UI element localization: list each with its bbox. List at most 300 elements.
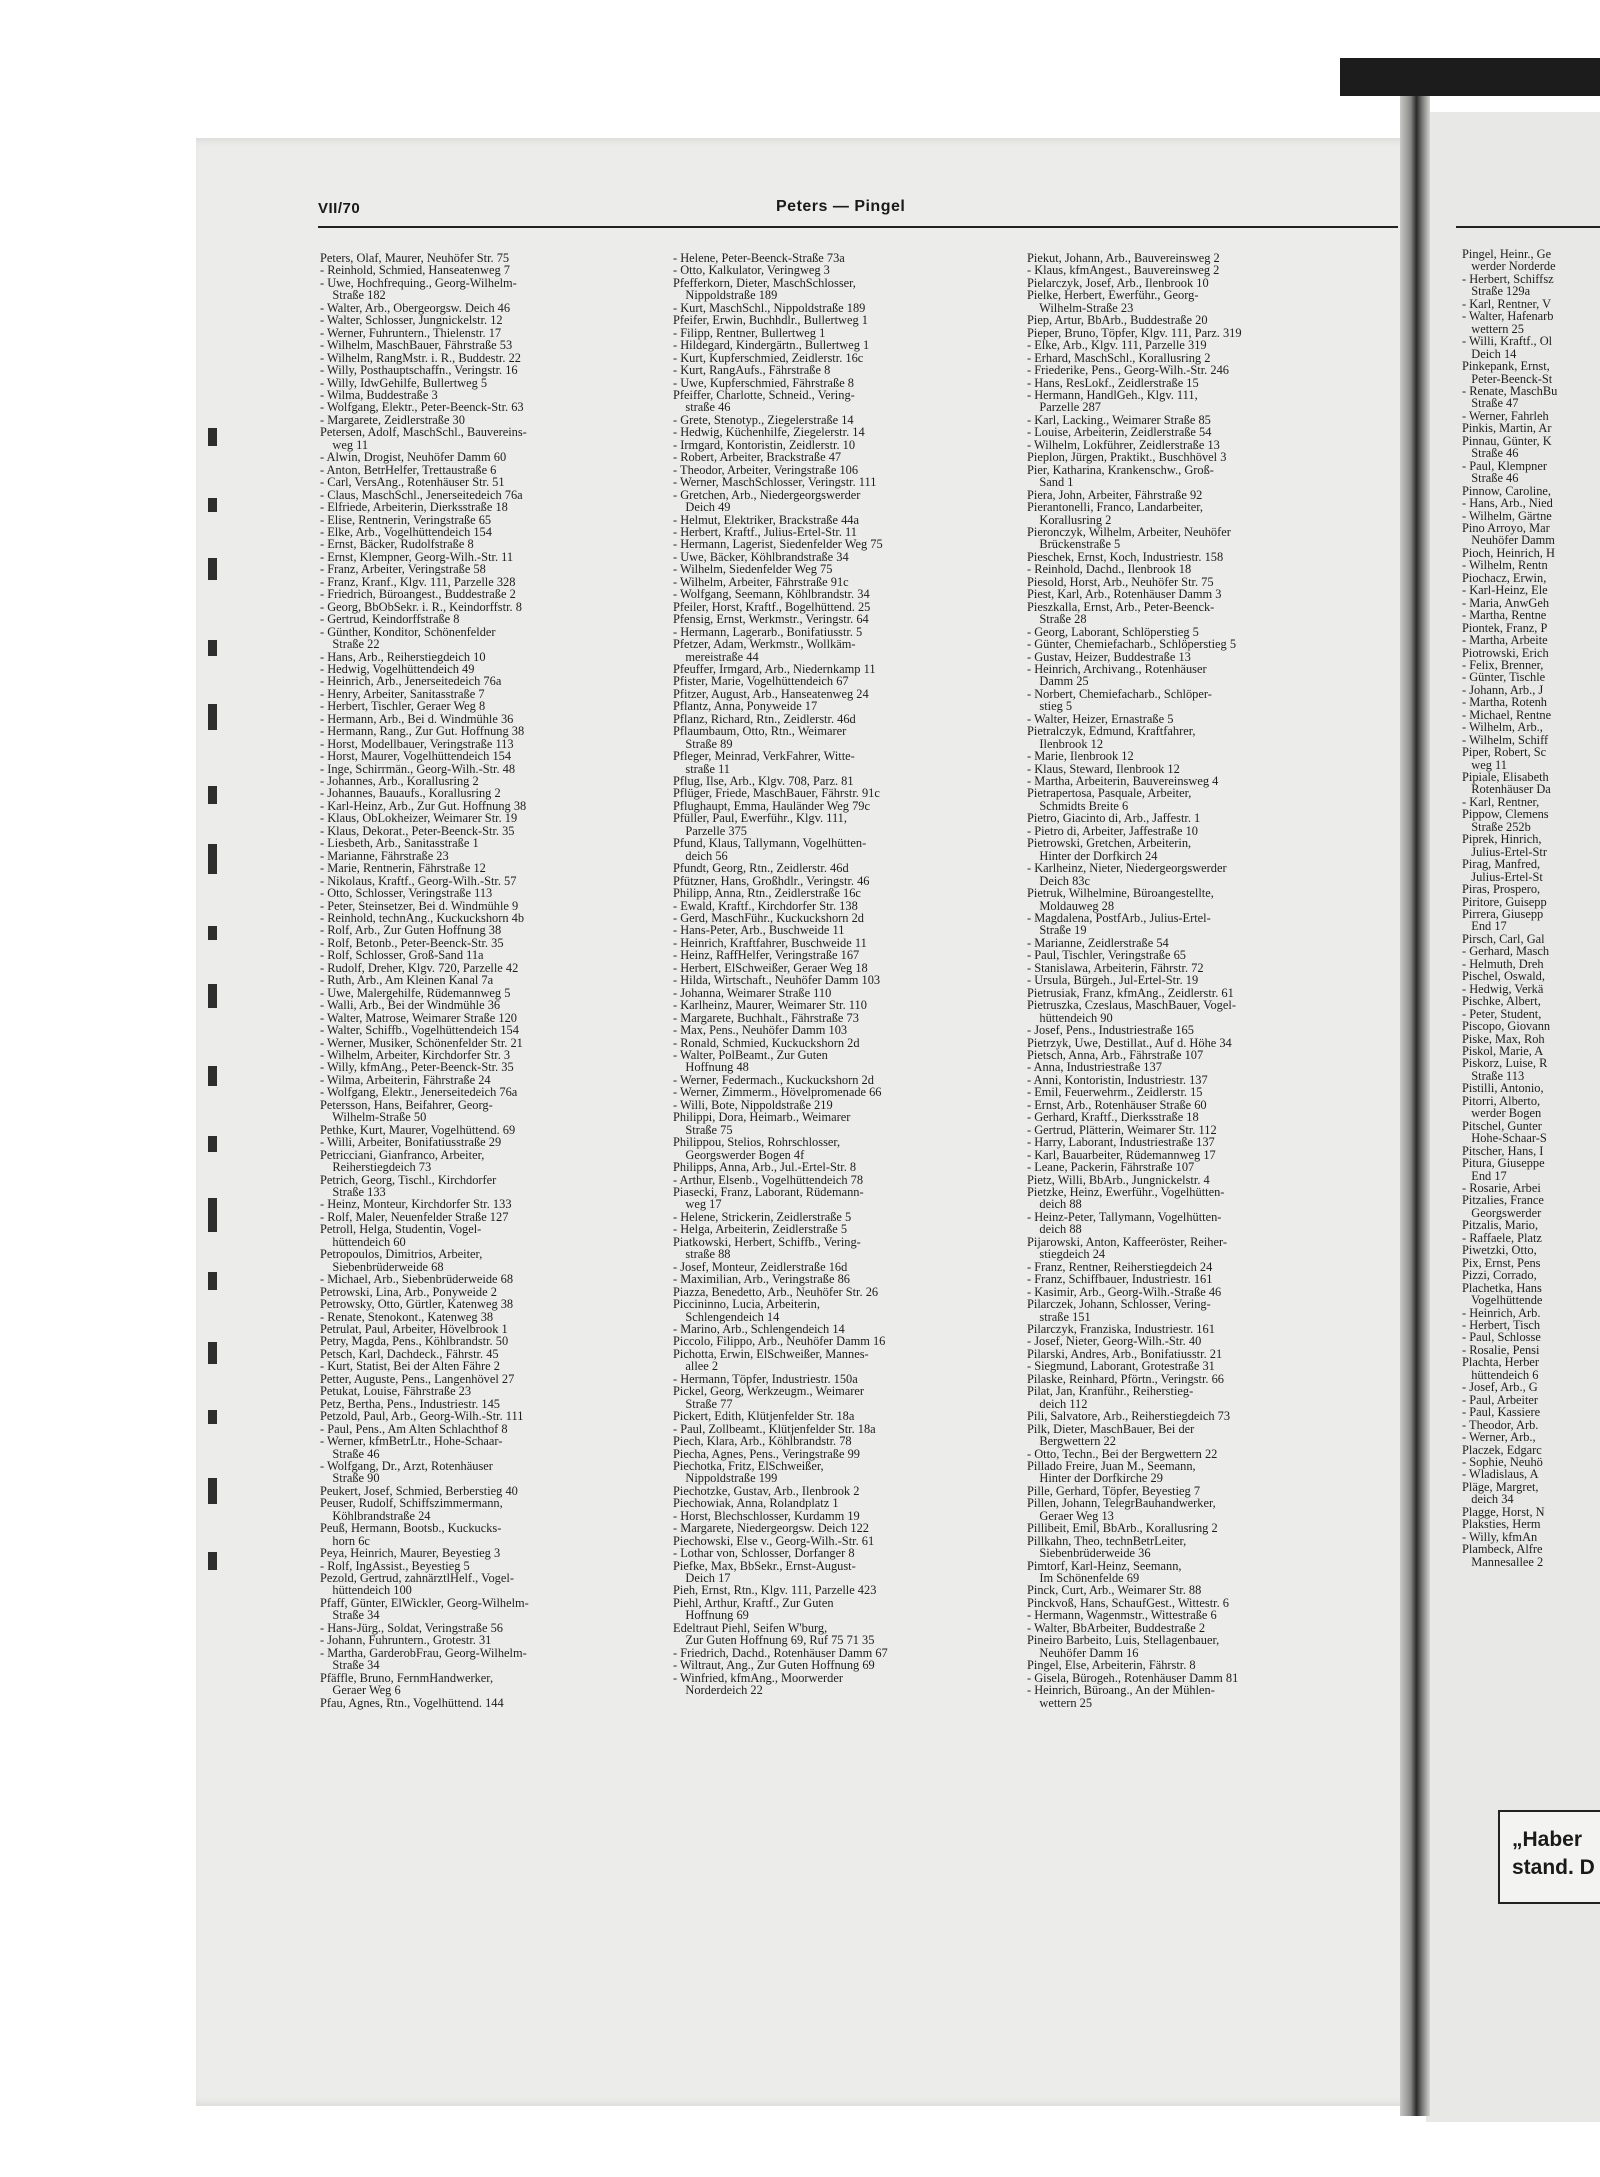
directory-entry: Straße 47	[1462, 396, 1519, 411]
directory-entry: End 17	[1462, 1168, 1507, 1183]
directory-entry: Piotrowski, Erich	[1462, 645, 1549, 660]
directory-entry: - Wolfgang, Seemann, Köhlbrandstr. 34	[673, 587, 870, 602]
directory-entry: - Hedwig, Küchenhilfe, Ziegelerstr. 14	[673, 425, 865, 440]
directory-entry: - Werner, MaschSchlosser, Veringstr. 111	[673, 475, 877, 490]
directory-entry: - Hermann, Lagerist, Siedenfelder Weg 75	[673, 537, 883, 552]
directory-entry: deich 56	[673, 848, 728, 863]
directory-entry: Piper, Robert, Sc	[1462, 745, 1547, 760]
directory-entry: - Theodor, Arbeiter, Veringstraße 106	[673, 462, 859, 477]
directory-entry: - Ruth, Arb., Am Kleinen Kanal 7a	[320, 973, 494, 988]
directory-entry: - Karl, Rentner, V	[1462, 296, 1552, 311]
directory-entry: - Klaus, Steward, Ilenbrook 12	[1027, 761, 1180, 776]
directory-column-1	[320, 252, 655, 1709]
directory-entry: - Felix, Brenner,	[1462, 657, 1544, 672]
directory-entry: Schmidts Breite 6	[1027, 798, 1129, 813]
directory-entry: - Louise, Arbeiterin, Zeidlerstraße 54	[1027, 425, 1212, 440]
directory-entry: Straße 129a	[1462, 284, 1531, 299]
directory-entry: Pfäffle, Bruno, FernmHandwerker,	[320, 1670, 494, 1685]
directory-entry: - Anton, BetrHelfer, Trettaustraße 6	[320, 462, 497, 477]
directory-entry: - Siegmund, Laborant, Grotestraße 31	[1027, 1359, 1215, 1374]
directory-entry: - Heinz, RaffHelfer, Veringstraße 167	[673, 948, 860, 963]
directory-entry: Pinnow, Caroline,	[1462, 483, 1552, 498]
directory-entry: Pippow, Clemens	[1462, 807, 1549, 822]
directory-entry: - Filipp, Rentner, Bullertweg 1	[673, 325, 826, 340]
directory-entry: - Werner, Zimmerm., Hövelpromenade 66	[673, 1085, 882, 1100]
directory-entry: - Willy, kfmAn	[1462, 1529, 1538, 1544]
directory-entry: - Marianne, Zeidlerstraße 54	[1027, 935, 1169, 950]
directory-entry: - Walter, Heizer, Ernastraße 5	[1027, 711, 1174, 726]
directory-entry: - Wilhelm, Gärtne	[1462, 508, 1552, 523]
directory-entry: Geraer Weg 13	[1027, 1508, 1114, 1523]
directory-entry: Deich 17	[673, 1571, 731, 1586]
directory-entry: - Peter, Student,	[1462, 1006, 1542, 1021]
directory-entry: - Walli, Arb., Bei der Windmühle 36	[320, 998, 501, 1013]
directory-entry: - Karl, Lacking., Weimarer Straße 85	[1027, 412, 1211, 427]
directory-entry: Parzelle 287	[1027, 400, 1101, 415]
directory-entry: Straße 77	[673, 1396, 733, 1411]
directory-entry: Pistilli, Antonio,	[1462, 1081, 1544, 1096]
directory-entry: - Josef, Pens., Industriestraße 165	[1027, 1023, 1194, 1038]
directory-entry: horn 6c	[320, 1533, 370, 1548]
directory-entry: Pinkepank, Ernst,	[1462, 359, 1550, 374]
directory-entry: - Liesbeth, Arb., Sanitasstraße 1	[320, 836, 479, 851]
directory-entry: Pickert, Edith, Klütjenfelder Str. 18a	[673, 1409, 855, 1424]
directory-entry: Piochacz, Erwin,	[1462, 570, 1547, 585]
directory-entry: Pezold, Gertrud, zahnärztlHelf., Vogel-	[320, 1571, 514, 1586]
directory-entry: - Paul, Tischler, Veringstraße 65	[1027, 948, 1186, 963]
directory-entry: Pitzalies, France	[1462, 1193, 1544, 1208]
directory-entry: - Walter, Arb., Obergeorgsw. Deich 46	[320, 300, 511, 315]
directory-entry: - Herbert, Tischler, Geraer Weg 8	[320, 699, 486, 714]
directory-entry: - Walter, Schiffb., Vogelhüttendeich 154	[320, 1023, 519, 1038]
directory-entry: deich 88	[1027, 1197, 1082, 1212]
directory-entry: Hohe-Schaar-S	[1462, 1131, 1547, 1146]
directory-entry: Hinter der Dorfkirche 29	[1027, 1471, 1163, 1486]
directory-entry: - Gerd, MaschFühr., Kuckuckshorn 2d	[673, 911, 864, 926]
directory-entry: - Ernst, Klempner, Georg-Wilh.-Str. 11	[320, 549, 514, 564]
directory-entry: hüttendeich 90	[1027, 1010, 1113, 1025]
directory-entry: - Günther, Konditor, Schönenfelder	[320, 624, 496, 639]
directory-entry: Parzelle 375	[673, 823, 747, 838]
directory-entry: - Margarete, Niedergeorgsw. Deich 122	[673, 1521, 870, 1536]
directory-entry: Piazza, Benedetto, Arb., Neuhöfer Str. 26	[673, 1284, 879, 1299]
directory-entry: Siebenbrüderweide 68	[320, 1259, 444, 1274]
directory-entry: Pietralczyk, Edmund, Kraftfahrer,	[1027, 724, 1196, 739]
directory-entry: - Hermann, Wagenmstr., Wittestraße 6	[1027, 1608, 1217, 1623]
directory-entry: Petsch, Karl, Dachdeck., Fährstr. 45	[320, 1346, 499, 1361]
directory-entry: Straße 46	[320, 1446, 380, 1461]
directory-entry: - Kurt, Statist, Bei der Alten Fähre 2	[320, 1359, 500, 1374]
directory-entry: - Herbert, Kraftf., Julius-Ertel-Str. 11	[673, 524, 857, 539]
directory-entry: - Kurt, MaschSchl., Nippoldstraße 189	[673, 300, 866, 315]
directory-entry: Piritore, Guisepp	[1462, 894, 1547, 909]
page-edge-marks	[202, 410, 224, 1830]
directory-entry: - Wilhelm, Schiff	[1462, 732, 1549, 747]
directory-entry: Piskol, Marie, A	[1462, 1044, 1544, 1058]
directory-entry: Pflug, Ilse, Arb., Klgv. 708, Parz. 81	[673, 774, 854, 789]
directory-entry: Piehl, Arthur, Kraftf., Zur Guten	[673, 1595, 834, 1610]
directory-entry: - Hilda, Wirtschaft., Neuhöfer Damm 103	[673, 973, 881, 988]
directory-entry: hüttendeich 100	[320, 1583, 412, 1598]
directory-entry: - Ursula, Bürgeh., Jul-Ertel-Str. 19	[1027, 973, 1199, 988]
directory-entry: Piechowiak, Anna, Rolandplatz 1	[673, 1496, 839, 1511]
directory-entry: - Werner, Musiker, Schönenfelder Str. 21	[320, 1035, 523, 1050]
directory-entry: Pflantz, Anna, Ponyweide 17	[673, 699, 818, 714]
directory-entry: Pfeiler, Horst, Kraftf., Bogelhüttend. 25	[673, 599, 871, 614]
directory-entry: Georgswerder	[1462, 1205, 1542, 1220]
right-page-header-rule	[1456, 198, 1600, 228]
directory-entry: - Grete, Stenotyp., Ziegelerstraße 14	[673, 412, 854, 427]
directory-entry: Pfundt, Georg, Rtn., Zeidlerstr. 46d	[673, 861, 849, 876]
directory-entry: Pietrzyk, Uwe, Destillat., Auf d. Höhe 34	[1027, 1035, 1232, 1050]
directory-entry: Damm 25	[1027, 674, 1089, 689]
directory-entry: wettern 25	[1027, 1695, 1093, 1710]
ad-line-2: stand. D	[1512, 1856, 1595, 1879]
directory-entry: Plaksties, Herm	[1462, 1517, 1541, 1532]
directory-entry: Ilenbrook 12	[1027, 736, 1104, 751]
directory-entry: - Hermann, Töpfer, Industriestr. 150a	[673, 1371, 858, 1386]
directory-entry: Pizzi, Corrado,	[1462, 1268, 1537, 1283]
directory-entry: - Willi, Bote, Nippoldstraße 219	[673, 1097, 833, 1112]
directory-entry: - Uwe, Bäcker, Köhlbrandstraße 34	[673, 549, 849, 564]
directory-entry: - Gerhard, Masch	[1462, 944, 1550, 959]
directory-entry: Pfensig, Ernst, Werkmstr., Veringstr. 64	[673, 612, 869, 627]
directory-entry: Pfleger, Meinrad, VerkFahrer, Witte-	[673, 749, 855, 764]
directory-entry: Peuser, Rudolf, Schiffszimmermann,	[320, 1496, 503, 1511]
directory-entry: Piras, Prospero,	[1462, 882, 1541, 897]
directory-entry: Pingel, Heinr., Ge	[1462, 248, 1552, 261]
directory-entry: - Franz, Rentner, Reiherstiegdeich 24	[1027, 1259, 1213, 1274]
directory-entry: Piechotzke, Gustav, Arb., Ilenbrook 2	[673, 1483, 860, 1498]
directory-entry: - Johann, Arb., J	[1462, 682, 1544, 697]
directory-entry: Julius-Ertel-Str	[1462, 844, 1548, 859]
directory-entry: Petry, Magda, Pens., Köhlbrandstr. 50	[320, 1334, 509, 1349]
directory-entry: hüttendeich 6	[1462, 1367, 1539, 1382]
directory-column-3	[1027, 252, 1377, 1709]
directory-entry: - Ronald, Schmied, Kuckuckshorn 2d	[673, 1035, 860, 1050]
directory-entry: Petukat, Louise, Fährstraße 23	[320, 1384, 472, 1399]
directory-entry: - Wolfgang, Elektr., Jenerseitedeich 76a	[320, 1085, 518, 1100]
directory-entry: - Raffaele, Platz	[1462, 1230, 1542, 1245]
directory-entry: Brückenstraße 5	[1027, 537, 1121, 552]
directory-entry: - Martha, Rentne	[1462, 608, 1547, 623]
directory-entry: Korallusring 2	[1027, 512, 1112, 527]
directory-entry: - Rolf, Arb., Zur Guten Hoffnung 38	[320, 923, 502, 938]
directory-entry: Petroll, Helga, Studentin, Vogel-	[320, 1222, 482, 1237]
book-spine	[1400, 96, 1430, 2116]
directory-entry: - Karlheinz, Nieter, Niedergeorgswerder	[1027, 861, 1227, 876]
directory-entry: - Carl, VersAng., Rotenhäuser Str. 51	[320, 475, 505, 490]
directory-entry: - Anni, Kontoristin, Industriestr. 137	[1027, 1072, 1208, 1087]
directory-entry: Pier, Katharina, Krankenschw., Groß-	[1027, 462, 1214, 477]
directory-entry: - Werner, Fahrleh	[1462, 408, 1549, 423]
directory-entry: Vogelhüttende	[1462, 1293, 1543, 1308]
directory-entry: Pieschek, Ernst, Koch, Industriestr. 158	[1027, 549, 1224, 564]
directory-entry: - Reinhold, technAng., Kuckuckshorn 4b	[320, 911, 525, 926]
directory-entry: - Paul, Arbeiter	[1462, 1392, 1539, 1407]
directory-entry: - Helmuth, Dreh	[1462, 956, 1544, 971]
directory-entry: - Paul, Pens., Am Alten Schlachthof 8	[320, 1421, 508, 1436]
directory-entry: - Heinrich, Arb.	[1462, 1305, 1541, 1320]
directory-entry: - Werner, Federmach., Kuckuckshorn 2d	[673, 1072, 874, 1087]
directory-entry: - Leane, Packerin, Fährstraße 107	[1027, 1160, 1195, 1175]
directory-entry: - Hans, Arb., Nied	[1462, 496, 1553, 511]
directory-entry: Petz, Bertha, Pens., Industriestr. 145	[320, 1396, 500, 1411]
directory-entry: - Hedwig, Vogelhüttendeich 49	[320, 661, 475, 676]
directory-entry: - Gerhard, Kraftf., Dierksstraße 18	[1027, 1110, 1199, 1125]
directory-entry: Pitscher, Hans, I	[1462, 1143, 1544, 1158]
directory-entry: - Peter, Steinsetzer, Bei d. Windmühle 9	[320, 898, 519, 913]
directory-entry: Pietrusiak, Franz, kfmAng., Zeidlerstr. 61	[1027, 985, 1234, 1000]
directory-entry: Petropoulos, Dimitrios, Arbeiter,	[320, 1247, 483, 1262]
directory-entry: Pietruk, Wilhelmine, Büroangestellte,	[1027, 886, 1214, 901]
directory-entry: - Rolf, Maler, Neuenfelder Straße 127	[320, 1209, 509, 1224]
directory-column-4	[1462, 248, 1600, 1568]
directory-entry: - Maria, AnwGeh	[1462, 595, 1550, 610]
directory-entry: - Günter, Chemiefacharb., Schlöperstieg 5	[1027, 637, 1237, 652]
directory-entry: Petricciani, Gianfranco, Arbeiter,	[320, 1147, 485, 1162]
directory-entry: - Helga, Arbeiterin, Zeidlerstraße 5	[673, 1222, 848, 1237]
directory-entry: - Elke, Arb., Vogelhüttendeich 154	[320, 524, 492, 539]
directory-entry: - Rudolf, Dreher, Klgv. 720, Parzelle 42	[320, 960, 519, 975]
directory-entry: Philippi, Dora, Heimarb., Weimarer	[673, 1110, 851, 1125]
directory-entry: - Robert, Arbeiter, Brackstraße 47	[673, 450, 842, 465]
directory-entry: Pitorri, Alberto,	[1462, 1093, 1541, 1108]
directory-entry: - Michael, Arb., Siebenbrüderweide 68	[320, 1272, 514, 1287]
directory-entry: - Heinrich, Arb., Jenerseitedeich 76a	[320, 674, 502, 689]
directory-entry: - Ernst, Bäcker, Rudolfstraße 8	[320, 537, 474, 552]
directory-entry: deich 112	[1027, 1396, 1088, 1411]
directory-entry: stieg 5	[1027, 699, 1073, 714]
directory-entry: - Walter, PolBeamt., Zur Guten	[673, 1048, 828, 1062]
directory-entry: Im Schönenfelde 69	[1027, 1571, 1140, 1586]
directory-entry: - Wilhelm, Lokführer, Zeidlerstraße 13	[1027, 437, 1220, 452]
directory-entry: - Marino, Arb., Schlengendeich 14	[673, 1321, 845, 1336]
directory-entry: weg 11	[320, 437, 369, 452]
directory-entry: - Margarete, Buchhalt., Fährstraße 73	[673, 1010, 859, 1025]
directory-entry: - Johannes, Bauaufs., Korallusring 2	[320, 786, 501, 801]
directory-entry: - Elke, Arb., Klgv. 111, Parzelle 319	[1027, 338, 1207, 353]
directory-entry: Hinter der Dorfkirch 24	[1027, 848, 1158, 863]
directory-entry: Pitura, Giuseppe	[1462, 1156, 1545, 1171]
directory-entry: - Hermann, Lagerarb., Bonifatiusstr. 5	[673, 624, 863, 639]
directory-entry: mereistraße 44	[673, 649, 759, 664]
directory-entry: Pilat, Jan, Kranführ., Reiherstieg-	[1027, 1384, 1194, 1399]
directory-entry: - Renate, MaschBu	[1462, 383, 1558, 398]
directory-entry: - Renate, Stenokont., Katenweg 38	[320, 1309, 494, 1324]
directory-entry: Köhlbrandstraße 24	[320, 1508, 431, 1523]
directory-entry: - Ernst, Arb., Rotenhäuser Straße 60	[1027, 1097, 1207, 1112]
directory-entry: - Stanislawa, Arbeiterin, Fährstr. 72	[1027, 960, 1204, 975]
directory-entry: Petrowsky, Otto, Gürtler, Katenweg 38	[320, 1297, 514, 1312]
directory-entry: - Nikolaus, Kraftf., Georg-Wilh.-Str. 57	[320, 873, 517, 888]
directory-entry: Petrulat, Paul, Arbeiter, Hövelbrook 1	[320, 1321, 508, 1336]
directory-entry: - Paul, Zollbeamt., Klütjenfelder Str. 18a	[673, 1421, 876, 1436]
page-label: VII/70	[318, 200, 361, 217]
directory-entry: - Walter, Matrose, Weimarer Straße 120	[320, 1010, 517, 1025]
directory-entry: Straße 75	[673, 1122, 733, 1137]
directory-entry: Deich 83c	[1027, 873, 1090, 888]
directory-entry: - Hans, Arb., Reiherstiegdeich 10	[320, 649, 486, 664]
directory-entry: Pilaske, Reinhard, Pförtn., Veringstr. 66	[1027, 1371, 1224, 1386]
directory-entry: - Franz, Schiffbauer, Industriestr. 161	[1027, 1272, 1213, 1287]
directory-entry: Straße 46	[1462, 471, 1519, 486]
directory-entry: - Günter, Tischle	[1462, 670, 1546, 685]
directory-entry: Pfüller, Paul, Ewerführ., Klgv. 111,	[673, 811, 847, 826]
directory-entry: Pischke, Albert,	[1462, 994, 1541, 1009]
directory-entry: Piske, Max, Roh	[1462, 1031, 1545, 1046]
directory-entry: - Reinhold, Schmied, Hanseatenweg 7	[320, 263, 510, 278]
directory-entry: Julius-Ertel-St	[1462, 869, 1543, 884]
directory-entry: - Otto, Schlosser, Veringstraße 113	[320, 886, 493, 901]
directory-entry: - Magdalena, PostfArb., Julius-Ertel-	[1027, 911, 1211, 926]
directory-entry: Pielke, Herbert, Ewerführ., Georg-	[1027, 288, 1199, 303]
directory-entry: - Heinrich, Kraftfahrer, Buschweide 11	[673, 935, 867, 950]
directory-entry: - Wolfgang, Elektr., Peter-Beenck-Str. 63	[320, 400, 524, 415]
directory-entry: - Marianne, Fährstraße 23	[320, 848, 449, 863]
directory-entry: wettern 25	[1462, 321, 1524, 336]
directory-entry: Straße 34	[320, 1658, 380, 1673]
directory-entry: Straße 19	[1027, 923, 1087, 938]
directory-entry: - Martha, Rotenh	[1462, 695, 1547, 710]
directory-entry: deich 88	[1027, 1222, 1082, 1237]
directory-entry: - Irmgard, Kontoristin, Zeidlerstr. 10	[673, 437, 856, 452]
directory-entry: Piekut, Johann, Arb., Bauvereinsweg 2	[1027, 251, 1220, 265]
directory-entry: - Hans-Peter, Arb., Buschweide 11	[673, 923, 845, 938]
directory-entry: - Georg, Laborant, Schlöperstieg 5	[1027, 624, 1199, 639]
directory-entry: Pirrera, Giusepp	[1462, 907, 1544, 922]
directory-entry: - Reinhold, Dachd., Ilenbrook 18	[1027, 562, 1192, 577]
directory-entry: Piep, Artur, BbArb., Buddestraße 20	[1027, 313, 1208, 328]
directory-entry: Piccolo, Filippo, Arb., Neuhöfer Damm 16	[673, 1334, 886, 1349]
directory-entry: Pethke, Kurt, Maurer, Vogelhüttend. 69	[320, 1122, 516, 1137]
directory-entry: - Uwe, Kupferschmied, Fährstraße 8	[673, 375, 854, 390]
directory-entry: - Maximilian, Arb., Veringstraße 86	[673, 1272, 850, 1287]
directory-entry: - Friedrich, Dachd., Rotenhäuser Damm 67	[673, 1645, 888, 1660]
directory-entry: - Willy, Posthauptschaffn., Veringstr. 16	[320, 363, 518, 378]
directory-entry: - Georg, BbObSekr. i. R., Keindorffstr. 8	[320, 599, 522, 614]
directory-entry: allee 2	[673, 1359, 719, 1374]
directory-entry: - Emil, Feuerwehrm., Zeidlerstr. 15	[1027, 1085, 1203, 1100]
directory-entry: - Werner, Arb.,	[1462, 1430, 1536, 1445]
directory-entry: Pinkis, Martin, Ar	[1462, 421, 1552, 436]
directory-entry: Pielarczyk, Josef, Arb., Ilenbrook 10	[1027, 275, 1209, 290]
directory-entry: Petzold, Paul, Arb., Georg-Wilh.-Str. 111	[320, 1409, 524, 1424]
directory-entry: Pfützner, Hans, Großhdlr., Veringstr. 46	[673, 873, 870, 888]
directory-entry: Pfau, Agnes, Rtn., Vogelhüttend. 144	[320, 1695, 504, 1710]
directory-entry: - Horst, Blechschlosser, Kurdamm 19	[673, 1508, 860, 1523]
directory-entry: - Uwe, Hochfrequing., Georg-Wilhelm-	[320, 275, 517, 290]
directory-entry: stiegdeich 24	[1027, 1247, 1106, 1262]
directory-entry: Pietrowski, Gretchen, Arbeiterin,	[1027, 836, 1192, 851]
directory-entry: Petrowski, Lina, Arb., Ponyweide 2	[320, 1284, 497, 1299]
directory-entry: - Uwe, Malergehilfe, Rüdemannweg 5	[320, 985, 511, 1000]
directory-entry: - Wilhelm, Rentn	[1462, 558, 1548, 573]
directory-column-2	[673, 252, 1008, 1697]
directory-entry: - Anna, Industriestraße 137	[1027, 1060, 1162, 1075]
directory-entry: Nippoldstraße 199	[673, 1471, 778, 1486]
directory-entry: Schlengendeich 14	[673, 1309, 780, 1324]
directory-entry: - Herbert, Tisch	[1462, 1317, 1541, 1332]
directory-entry: Straße 182	[320, 288, 386, 303]
directory-entry: - Gustav, Heizer, Buddestraße 13	[1027, 649, 1191, 664]
directory-entry: Pischel, Oswald,	[1462, 969, 1545, 984]
directory-entry: - Werner, Fuhruntern., Thielenstr. 17	[320, 325, 502, 340]
directory-entry: Edeltraut Piehl, Seifen W'burg,	[673, 1620, 828, 1635]
running-title: Peters — Pingel	[776, 198, 906, 215]
directory-entry: Piechotka, Fritz, ElSchweißer,	[673, 1458, 824, 1473]
directory-entry: Pflanz, Richard, Rtn., Zeidlerstr. 46d	[673, 711, 856, 726]
directory-entry: - Heinrich, Archivang., Rotenhäuser	[1027, 661, 1207, 676]
directory-entry: - Kurt, Kupferschmied, Zeidlerstr. 16c	[673, 350, 864, 365]
directory-entry: - Heinrich, Büroang., An der Mühlen-	[1027, 1683, 1215, 1698]
directory-entry: - Hermann, Rang., Zur Gut. Hoffnung 38	[320, 724, 525, 739]
directory-entry: Pfefferkorn, Dieter, MaschSchlosser,	[673, 275, 856, 290]
directory-entry: Peuß, Hermann, Bootsb., Kuckucks-	[320, 1521, 502, 1536]
directory-entry: Nippoldstraße 189	[673, 288, 778, 303]
directory-entry: Pietruszka, Czeslaus, MaschBauer, Vogel-	[1027, 998, 1236, 1013]
directory-entry: Pietzke, Heinz, Ewerführ., Vogelhütten-	[1027, 1184, 1225, 1199]
directory-entry: - Paul, Schlosse	[1462, 1330, 1541, 1345]
directory-entry: - Josef, Arb., G	[1462, 1380, 1538, 1395]
directory-entry: - Klaus, kfmAngest., Bauvereinsweg 2	[1027, 263, 1220, 278]
directory-entry: Piskorz, Luise, R	[1462, 1056, 1548, 1071]
directory-entry: Pietro, Giacinto di, Arb., Jaffestr. 1	[1027, 811, 1201, 826]
directory-entry: - Otto, Kalkulator, Veringweg 3	[673, 263, 830, 278]
directory-entry: deich 34	[1462, 1492, 1514, 1507]
directory-entry: Philipp, Anna, Rtn., Zeidlerstraße 16c	[673, 886, 861, 901]
directory-entry: Pietrapertosa, Pasquale, Arbeiter,	[1027, 786, 1192, 801]
directory-entry: - Willy, IdwGehilfe, Bullertweg 5	[320, 375, 488, 390]
directory-entry: - Martha, Arbeiterin, Bauvereinsweg 4	[1027, 774, 1219, 789]
directory-entry: - Horst, Maurer, Vogelhüttendeich 154	[320, 749, 512, 764]
directory-entry: Pinnau, Günter, K	[1462, 433, 1552, 448]
directory-entry: Straße 252b	[1462, 819, 1531, 834]
directory-entry: Pieplon, Jürgen, Praktikt., Buschhövel 3	[1027, 450, 1227, 465]
directory-entry: Pilarczyk, Franziska, Industriestr. 161	[1027, 1321, 1215, 1336]
directory-entry: - Alwin, Drogist, Neuhöfer Damm 60	[320, 450, 507, 465]
directory-entry: - Sophie, Neuhö	[1462, 1454, 1543, 1469]
directory-entry: - Hildegard, Kindergärtn., Bullertweg 1	[673, 338, 870, 353]
directory-entry: - Kurt, RangAufs., Fährstraße 8	[673, 363, 831, 378]
directory-entry: Petersson, Hans, Beifahrer, Georg-	[320, 1097, 493, 1112]
directory-entry: Pfister, Marie, Vogelhüttendeich 67	[673, 674, 849, 689]
directory-entry: Straße 90	[320, 1471, 380, 1486]
directory-entry: - Pietro di, Arbeiter, Jaffestraße 10	[1027, 823, 1198, 838]
directory-entry: - Heinz-Peter, Tallymann, Vogelhütten-	[1027, 1209, 1222, 1224]
directory-entry: Pieper, Bruno, Töpfer, Klgv. 111, Parz. 319	[1027, 325, 1242, 340]
directory-entry: - Harry, Laborant, Industriestraße 137	[1027, 1135, 1215, 1150]
directory-entry: Piesold, Horst, Arb., Neuhöfer Str. 75	[1027, 574, 1214, 589]
directory-entry: - Wilma, Arbeiterin, Fährstraße 24	[320, 1072, 491, 1087]
directory-entry: - Josef, Nieter, Georg-Wilh.-Str. 40	[1027, 1334, 1202, 1349]
directory-entry: Pirsch, Carl, Gal	[1462, 931, 1545, 946]
directory-entry: Pfitzer, August, Arb., Hanseatenweg 24	[673, 686, 869, 701]
directory-entry: Piecha, Agnes, Pens., Veringstraße 99	[673, 1446, 860, 1461]
directory-entry: Neuhöfer Damm	[1462, 533, 1555, 548]
directory-entry: straße 151	[1027, 1309, 1091, 1324]
directory-entry: Wilhelm-Straße 23	[1027, 300, 1134, 315]
directory-entry: - Horst, Modellbauer, Veringstraße 113	[320, 736, 514, 751]
directory-entry: - Klaus, ObLokheizer, Weimarer Str. 19	[320, 811, 518, 826]
directory-entry: - Wiltraut, Ang., Zur Guten Hoffnung 69	[673, 1658, 875, 1673]
directory-entry: Pirag, Manfred,	[1462, 857, 1541, 872]
directory-entry: - Elfriede, Arbeiterin, Dierksstraße 18	[320, 500, 508, 515]
directory-entry: Plagge, Horst, N	[1462, 1504, 1545, 1519]
directory-entry: - Karlheinz, Maurer, Weimarer Str. 110	[673, 998, 867, 1013]
directory-entry: Peukert, Josef, Schmied, Berberstieg 40	[320, 1483, 518, 1498]
directory-entry: Pilarski, Andres, Arb., Bonifatiusstr. 21	[1027, 1346, 1223, 1361]
